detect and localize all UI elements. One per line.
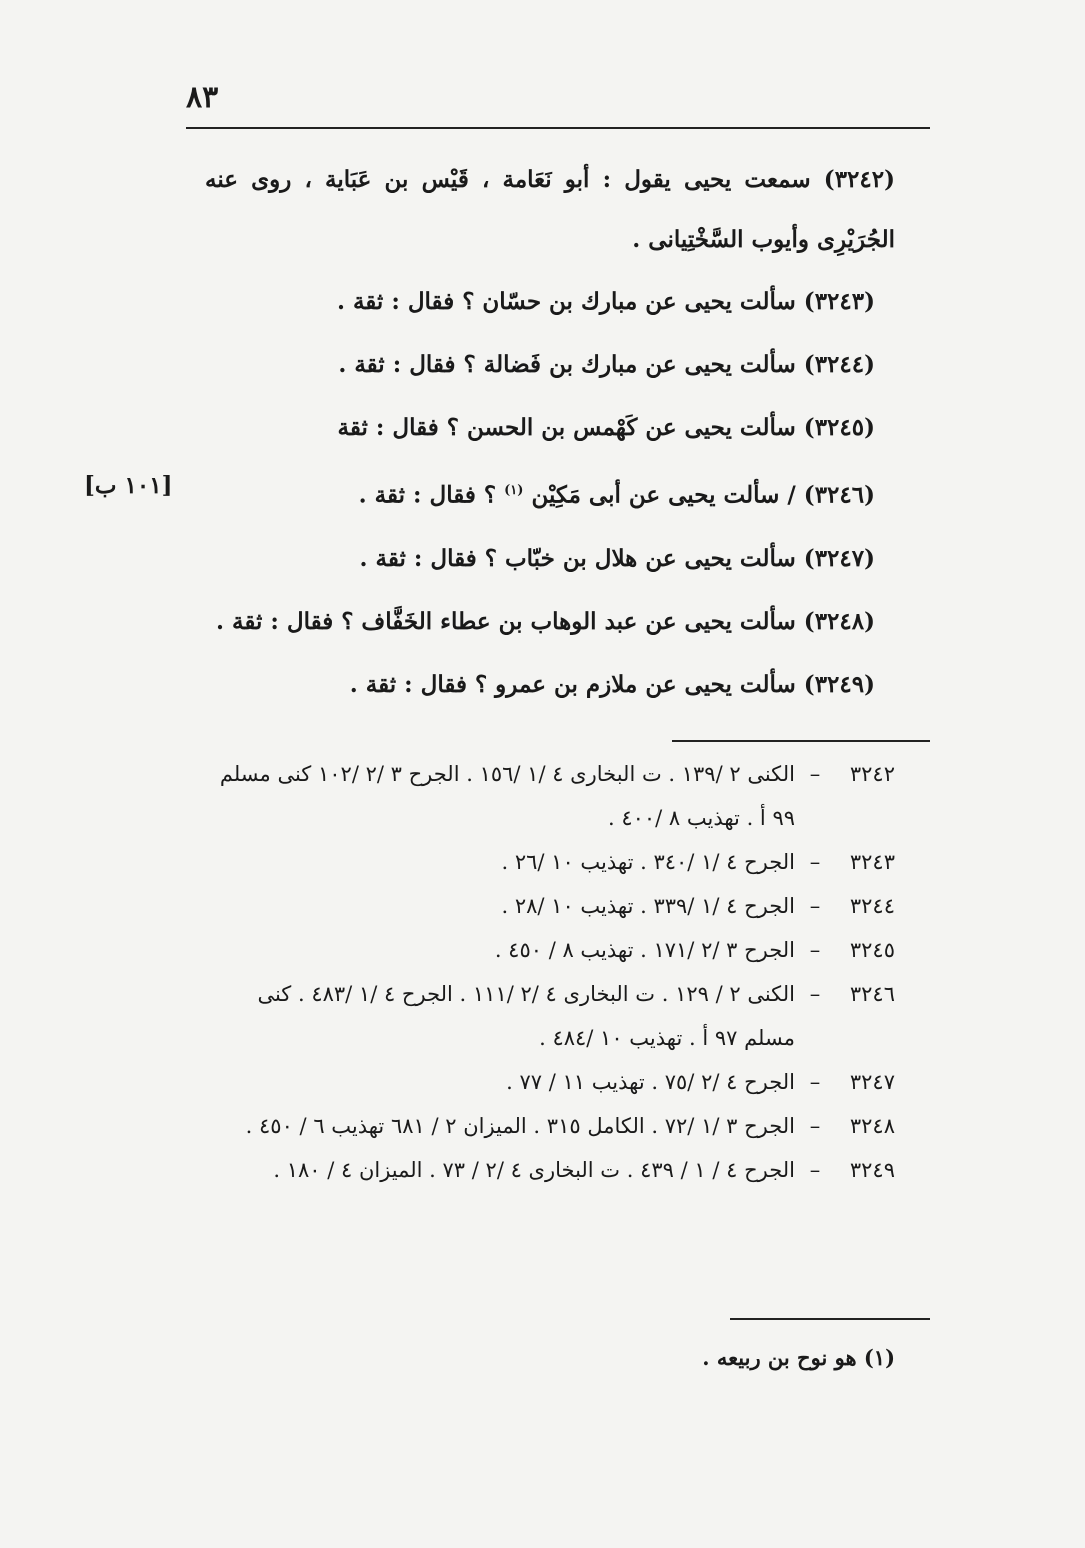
note-3243 xyxy=(205,840,895,884)
note-dash: – xyxy=(809,938,821,962)
entry-3247: (٣٢٤٧) سألت يحيى عن هلال بن خبّاب ؟ فقال : ثقة . xyxy=(359,544,875,572)
note-dash: – xyxy=(809,850,821,874)
note-3246 xyxy=(205,972,895,1060)
note-dash: – xyxy=(809,1070,821,1094)
note-3249 xyxy=(205,1148,895,1192)
note-number: ٣٢٤٨ xyxy=(849,1114,895,1138)
note-text: الجرح ٣ /١ /٧٢ . الكامل ٣١٥ . الميزان ٢ / ٦٨١ تهذيب ٦ / ٤٥٠ . xyxy=(245,1114,795,1138)
note-3242 xyxy=(205,752,895,840)
entry-3246-text: (٣٢٤٦) / سألت يحيى عن أبى مَكِيْن xyxy=(531,481,875,509)
page-number: ٨٣ xyxy=(186,80,219,115)
note-dash: – xyxy=(809,1158,821,1182)
note-dash: – xyxy=(809,762,821,786)
entry-3246-after: ؟ فقال : ثقة . xyxy=(358,481,497,509)
note-dash: – xyxy=(809,982,821,1006)
footnote-rule xyxy=(730,1318,930,1320)
reference-notes xyxy=(205,752,895,1192)
note-number: ٣٢٤٥ xyxy=(849,938,895,962)
note-number: ٣٢٤٣ xyxy=(849,850,895,874)
note-dash: – xyxy=(809,894,821,918)
footnote: (١) هو نوح بن ربيعه . xyxy=(702,1345,895,1370)
note-text: الجرح ٤ /٢ /٧٥ . تهذيب ١١ / ٧٧ . xyxy=(506,1070,795,1094)
note-text: الجرح ٤ / ١ / ٤٣٩ . ت البخارى ٤ /٢ / ٧٣ . الميزان ٤ / ١٨٠ . xyxy=(273,1158,795,1182)
main-text xyxy=(205,150,895,716)
entry-3249: (٣٢٤٩) سألت يحيى عن ملازم بن عمرو ؟ فقال : ثقة . xyxy=(349,670,875,698)
note-number: ٣٢٤٦ xyxy=(849,982,895,1006)
note-3245 xyxy=(205,928,895,972)
footnote-marker: (١) xyxy=(504,483,524,498)
entry-3244: (٣٢٤٤) سألت يحيى عن مبارك بن فَضالة ؟ فقال : ثقة . xyxy=(338,351,875,378)
note-3248 xyxy=(205,1104,895,1148)
note-number: ٣٢٤٢ xyxy=(849,762,895,786)
entry-3246 xyxy=(205,459,875,527)
note-text: الجرح ٣ /٢ /١٧١ . تهذيب ٨ / ٤٥٠ . xyxy=(494,938,795,962)
note-text: الجرح ٤ /١ /٣٤٠ . تهذيب ١٠ /٢٦ . xyxy=(501,850,795,874)
note-3247 xyxy=(205,1060,895,1104)
margin-folio-note: [١٠١ ب] xyxy=(84,472,173,499)
note-text: الكنى ٢ / ١٢٩ . ت البخارى ٤ /٢ /١١١ . الجرح ٤ /١ /٤٨٣ . كنى مسلم ٩٧ أ . تهذيب ١٠ /٤٨٤ . xyxy=(257,982,795,1050)
entry-3248: (٣٢٤٨) سألت يحيى عن عبد الوهاب بن عطاء الخَفَّاف ؟ فقال : ثقة . xyxy=(215,607,875,635)
note-text: الكنى ٢ /١٣٩ . ت البخارى ٤ /١ /١٥٦ . الجرح ٣ /٢ /١٠٢ كنى مسلم ٩٩ أ . تهذيب ٨ /٤٠٠ . xyxy=(219,762,795,830)
header-rule xyxy=(186,127,930,129)
entry-3245: (٣٢٤٥) سألت يحيى عن كَهْمس بن الحسن ؟ فقال : ثقة xyxy=(337,414,875,441)
note-dash: – xyxy=(809,1114,821,1138)
note-text: الجرح ٤ /١ /٣٣٩ . تهذيب ١٠ /٢٨ . xyxy=(501,894,795,918)
entry-3242: (٣٢٤٢) سمعت يحيى يقول : أبو نَعَامة ، قَيْس بن عَبَاية ، روى عنه الجُرَيْرِى وأيوب السَّخْتِيانى . xyxy=(205,166,895,253)
note-3244 xyxy=(205,884,895,928)
note-number: ٣٢٤٤ xyxy=(849,894,895,918)
notes-rule xyxy=(672,740,930,742)
entry-3243: (٣٢٤٣) سألت يحيى عن مبارك بن حسّان ؟ فقال : ثقة . xyxy=(336,288,875,315)
note-number: ٣٢٤٧ xyxy=(849,1070,895,1094)
note-number: ٣٢٤٩ xyxy=(849,1158,895,1182)
